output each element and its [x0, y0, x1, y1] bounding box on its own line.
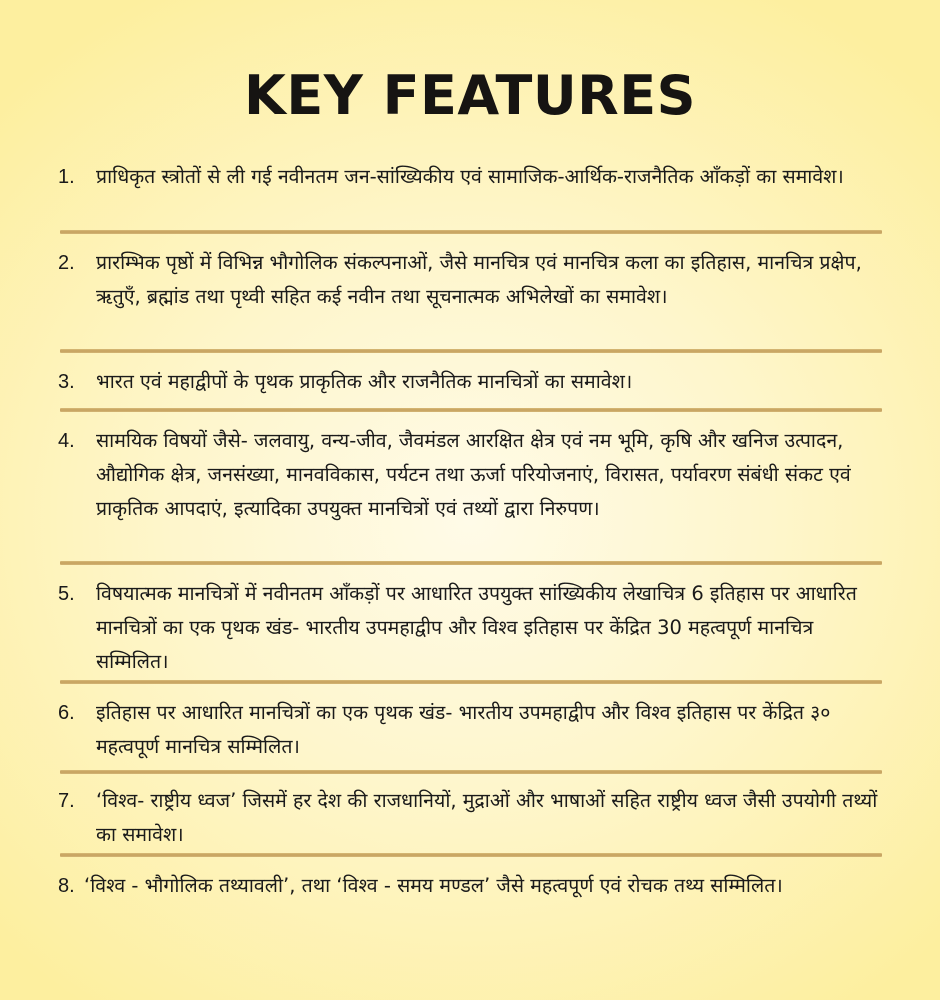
feature-number: 6.: [58, 702, 75, 724]
feature-text: भारत एवं महाद्वीपों के पृथक प्राकृतिक और राजनैतिक मानचित्रों का समावेश।: [96, 370, 633, 393]
divider: [60, 680, 882, 684]
feature-number: 2.: [58, 252, 75, 274]
feature-item-4: [58, 424, 884, 560]
feature-item-7: [58, 784, 884, 852]
divider: [60, 349, 882, 353]
divider: [60, 408, 882, 412]
divider: [60, 770, 882, 774]
feature-text: ‘विश्व- राष्ट्रीय ध्वज’ जिसमें हर देश की राजधानियों, मुद्राओं और भाषाओं सहित राष्ट्रीय ध्वज जैसी उपयोगी तथ्यों का समावेश।: [96, 789, 878, 846]
feature-item-5: [58, 577, 884, 679]
feature-number: 4.: [58, 430, 75, 452]
feature-item-8: [58, 869, 884, 937]
page-title: KEY FEATURES: [243, 64, 697, 127]
divider: [60, 853, 882, 857]
feature-number: 8.: [58, 875, 75, 897]
feature-item-2: [58, 246, 884, 348]
feature-number: 3.: [58, 371, 75, 393]
feature-text: इतिहास पर आधारित मानचित्रों का एक पृथक खंड- भारतीय उपमहाद्वीप और विश्व इतिहास पर केंद्रित ३० महत्वपूर्ण मानचित्र सम्मिलित।: [96, 701, 831, 758]
feature-number: 5.: [58, 583, 75, 605]
feature-text: प्रारम्भिक पृष्ठों में विभिन्न भौगोलिक संकल्पनाओं, जैसे मानचित्र एवं मानचित्र कला का इतिहास, मानचित्र प्रक्षेप, ऋतुएँ, ब्रह्मांड तथा पृथ्वी सहित कई नवीन तथा सूचनात्मक अभिलेखों का समावेश।: [96, 251, 862, 308]
divider: [60, 561, 882, 565]
feature-number: 7.: [58, 790, 75, 812]
feature-text: विषयात्मक मानचित्रों में नवीनतम आँकड़ों पर आधारित उपयुक्त सांख्यिकीय लेखाचित्र 6 इतिहास पर आधारित मानचित्रों का एक पृथक खंड- भारतीय उपमहाद्वीप और विश्व इतिहास पर केंद्रित 30 महत्वपूर्ण मानचित्र सम्मिलित।: [96, 582, 857, 673]
divider: [60, 230, 882, 234]
feature-item-6: [58, 696, 884, 764]
feature-item-3: [58, 365, 884, 399]
feature-list: [58, 160, 884, 937]
feature-text: प्राधिकृत स्त्रोतों से ली गई नवीनतम जन-सांख्यिकीय एवं सामाजिक-आर्थिक-राजनैतिक आँकड़ों का समावेश।: [96, 165, 844, 188]
feature-number: 1.: [58, 166, 75, 188]
feature-text: सामयिक विषयों जैसे- जलवायु, वन्य-जीव, जैवमंडल आरक्षित क्षेत्र एवं नम भूमि, कृषि और खनिज उत्पादन, औद्योगिक क्षेत्र, जनसंख्या, मानवविकास, पर्यटन तथा ऊर्जा परियोजनाएं, विरासत, पर्यावरण संबंधी संकट एवं प्राकृतिक आपदाएं, इत्यादिका उपयुक्त मानचित्रों एवं तथ्यों द्वारा निरुपण।: [96, 429, 851, 520]
feature-item-1: [58, 160, 884, 228]
feature-text: ‘विश्व - भौगोलिक तथ्यावली’, तथा ‘विश्व - समय मण्डल’ जैसे महत्वपूर्ण एवं रोचक तथ्य सम्मिलित।: [84, 874, 783, 897]
